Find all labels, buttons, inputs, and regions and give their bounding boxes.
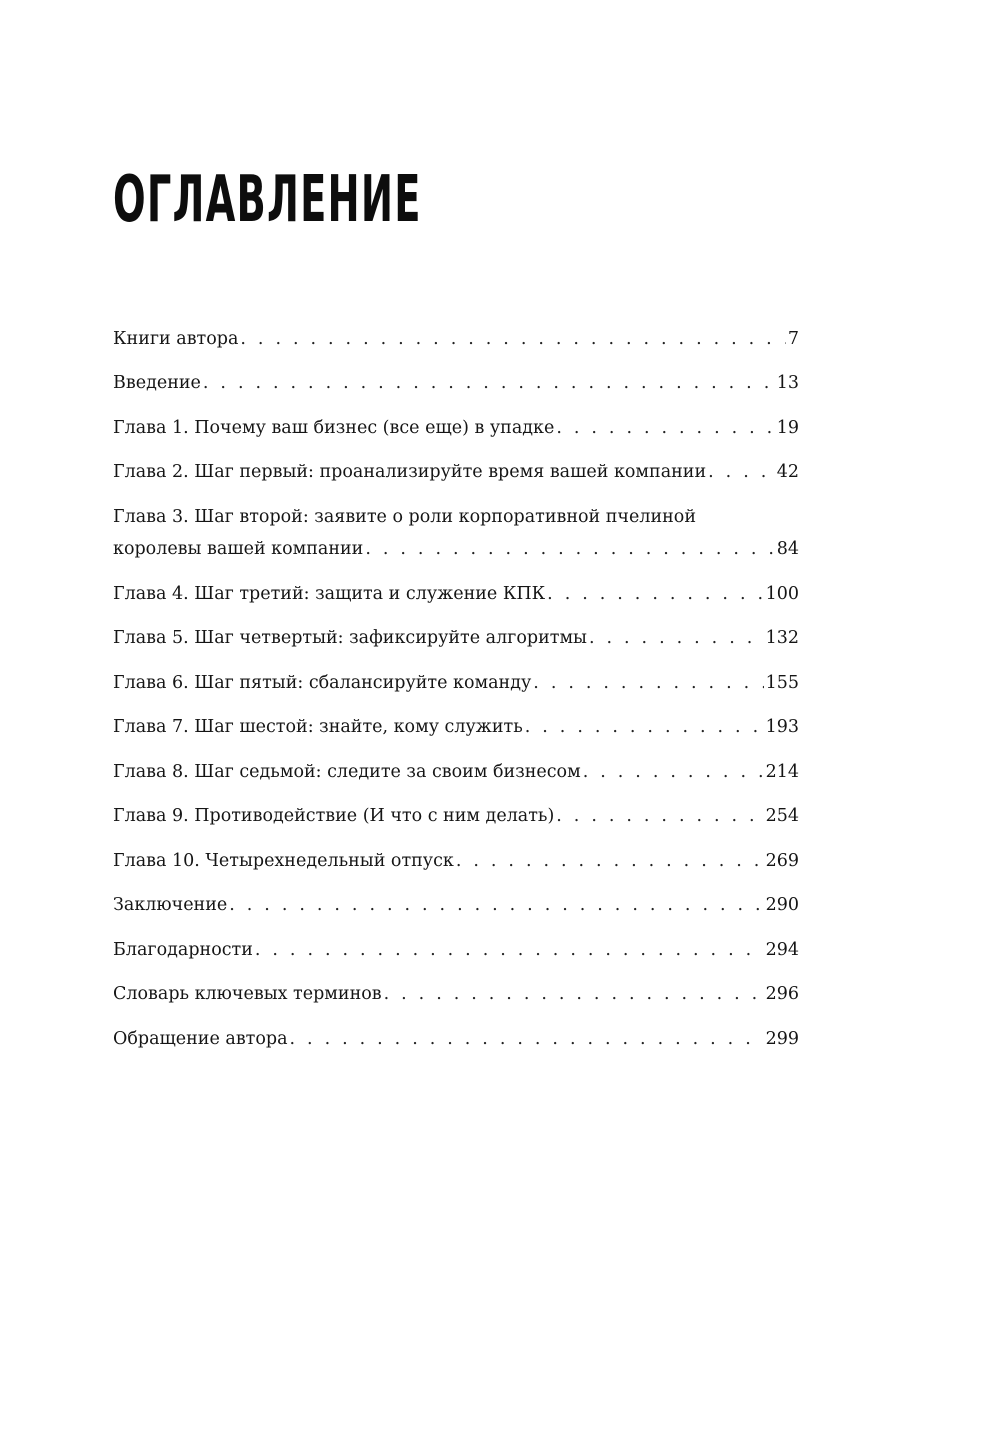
toc-entry-label: Введение bbox=[113, 373, 201, 393]
dot-leader bbox=[240, 323, 785, 355]
dot-leader bbox=[556, 412, 774, 444]
toc-entry bbox=[113, 877, 799, 922]
dot-leader bbox=[583, 756, 764, 788]
toc-entry bbox=[113, 565, 799, 610]
toc-entry-continuation bbox=[113, 533, 799, 565]
dot-leader bbox=[525, 711, 764, 743]
dot-leader bbox=[533, 667, 763, 699]
toc-entry-label-continued: королевы вашей компании bbox=[113, 539, 364, 559]
toc-entry bbox=[113, 399, 799, 444]
toc-entry bbox=[113, 355, 799, 400]
toc-page-number: 19 bbox=[776, 417, 799, 438]
toc-entry-label: Глава 8. Шаг седьмой: следите за своим бизнесом bbox=[113, 761, 581, 782]
toc-page-number: 254 bbox=[765, 806, 799, 826]
dot-leader bbox=[456, 845, 764, 877]
toc-entry-label: Словарь ключевых терминов bbox=[113, 984, 382, 1004]
toc-entry bbox=[113, 966, 799, 1011]
toc-entry bbox=[113, 699, 799, 744]
toc-entry-label: Глава 3. Шаг второй: заявите о роли корпоративной пчелиной bbox=[113, 507, 696, 527]
dot-leader bbox=[229, 889, 763, 921]
toc-entry bbox=[113, 788, 799, 833]
toc-page-number: 132 bbox=[765, 628, 799, 648]
dot-leader bbox=[556, 800, 763, 832]
toc-entry-label: Глава 9. Противодействие (И что с ним делать) bbox=[113, 806, 555, 826]
toc-entry-label: Глава 5. Шаг четвертый: зафиксируйте алгоритмы bbox=[113, 628, 587, 648]
toc-entry-label: Глава 4. Шаг третий: защита и служение КПК bbox=[113, 583, 546, 604]
page-title: ОГЛАВЛЕНИЕ bbox=[113, 163, 422, 237]
dot-leader bbox=[384, 978, 764, 1010]
toc-entry bbox=[113, 832, 799, 877]
dot-leader bbox=[547, 578, 763, 610]
toc-page-number: 7 bbox=[787, 328, 799, 349]
dot-leader bbox=[589, 622, 764, 654]
toc-page-number: 42 bbox=[776, 462, 799, 482]
toc-entry-label: Заключение bbox=[113, 895, 228, 915]
toc-entry bbox=[113, 1010, 799, 1055]
toc-page-number: 193 bbox=[765, 717, 799, 737]
toc-entry-label: Глава 2. Шаг первый: проанализируйте время вашей компании bbox=[113, 462, 707, 482]
toc-entry-label: Книги автора bbox=[113, 328, 239, 349]
toc-page-number: 84 bbox=[776, 539, 799, 559]
toc-entry-label: Глава 7. Шаг шестой: знайте, кому служить bbox=[113, 717, 523, 737]
toc-entry-label: Глава 10. Четырехнедельный отпуск bbox=[113, 850, 454, 871]
toc-page-number: 299 bbox=[765, 1028, 799, 1049]
toc-page-number: 269 bbox=[765, 850, 799, 871]
toc-entry-label: Глава 1. Почему ваш бизнес (все еще) в упадке bbox=[113, 417, 555, 438]
toc-page-number: 290 bbox=[765, 895, 799, 915]
toc-page-number: 13 bbox=[776, 373, 799, 393]
toc-entry-label: Глава 6. Шаг пятый: сбалансируйте команду bbox=[113, 672, 532, 693]
toc-entry bbox=[113, 444, 799, 489]
toc-entry bbox=[113, 488, 799, 565]
toc-page-number: 214 bbox=[765, 761, 799, 782]
table-of-contents bbox=[113, 310, 799, 1055]
dot-leader bbox=[290, 1023, 764, 1055]
toc-page-number: 100 bbox=[765, 583, 799, 604]
toc-page-number: 155 bbox=[765, 672, 799, 693]
toc-page-number: 296 bbox=[765, 984, 799, 1004]
dot-leader bbox=[203, 367, 775, 399]
toc-entry bbox=[113, 610, 799, 655]
toc-entry bbox=[113, 654, 799, 699]
dot-leader bbox=[255, 934, 764, 966]
toc-entry bbox=[113, 743, 799, 788]
toc-entry bbox=[113, 310, 799, 355]
dot-leader bbox=[365, 533, 774, 565]
toc-entry-label: Благодарности bbox=[113, 939, 253, 960]
toc-page-number: 294 bbox=[765, 939, 799, 960]
toc-entry bbox=[113, 921, 799, 966]
toc-entry-label: Обращение автора bbox=[113, 1028, 288, 1049]
dot-leader bbox=[708, 456, 775, 488]
